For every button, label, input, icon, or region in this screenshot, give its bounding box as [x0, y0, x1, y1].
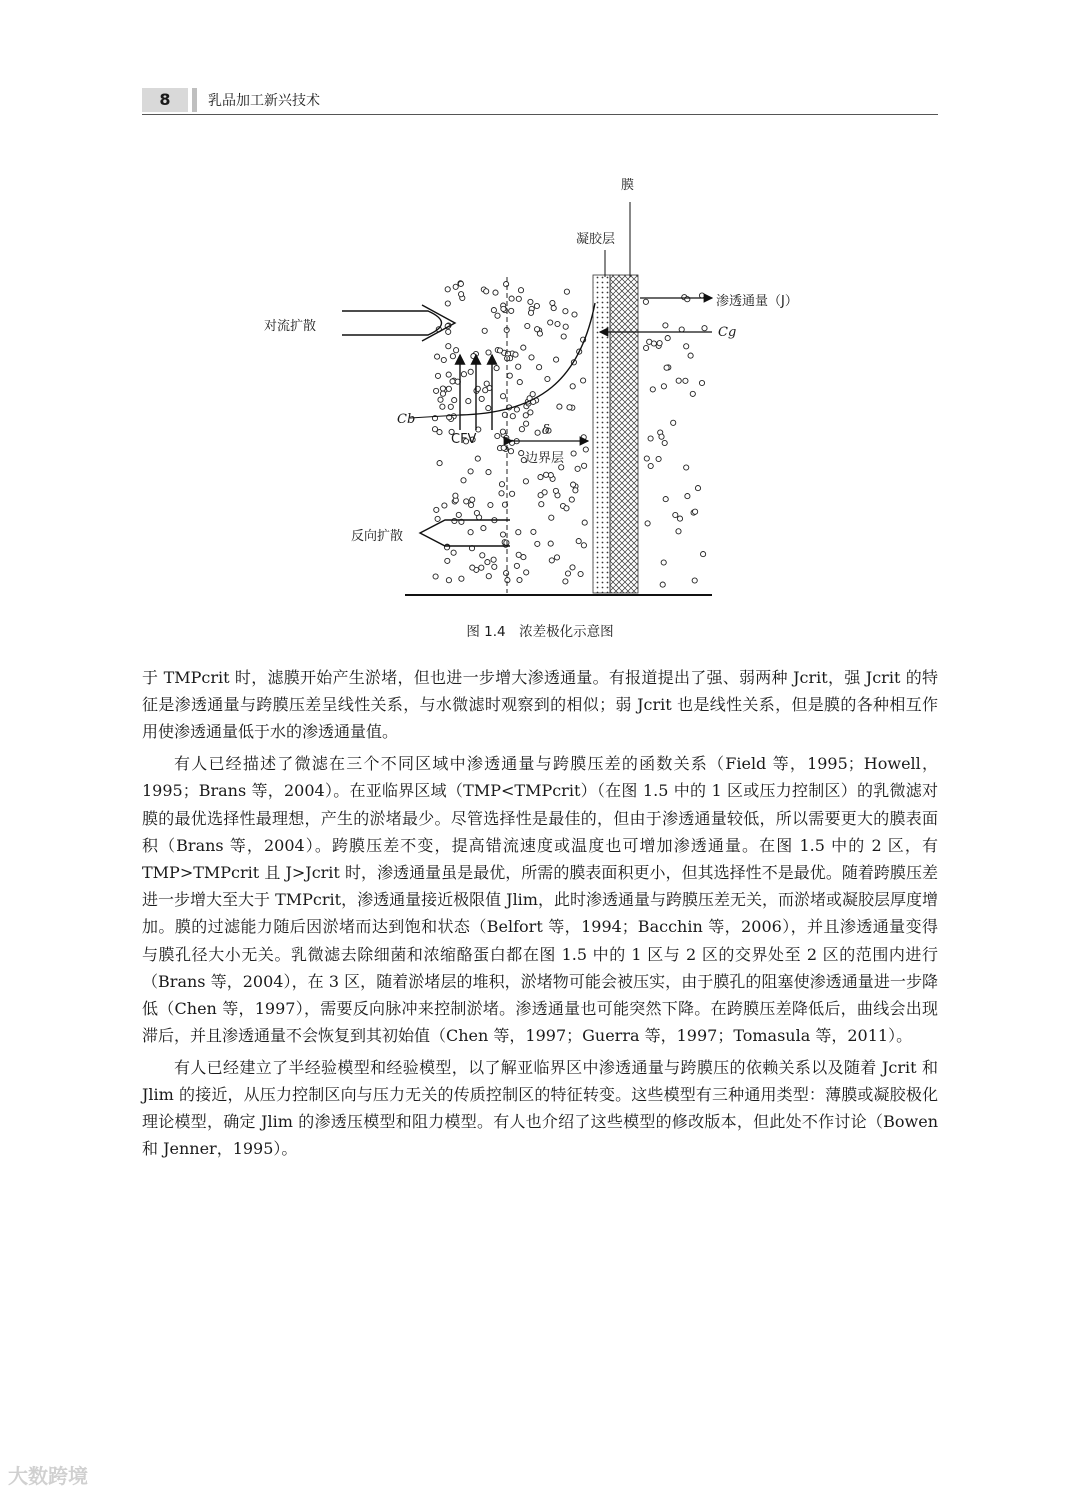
particle [563, 309, 568, 314]
particle [544, 472, 549, 477]
particle [471, 354, 476, 359]
particle [695, 486, 700, 491]
particle [537, 365, 542, 370]
particle [529, 355, 534, 360]
particle [446, 386, 451, 391]
particle [578, 571, 583, 576]
particle [437, 430, 442, 435]
particle [676, 529, 681, 534]
particle [554, 357, 559, 362]
particle [433, 574, 438, 579]
particle [538, 493, 543, 498]
particle [661, 560, 666, 565]
particle [570, 565, 575, 570]
particle [663, 323, 668, 328]
particle [530, 392, 535, 397]
particle [479, 396, 484, 401]
particle [549, 515, 554, 520]
particle [645, 521, 650, 526]
particle [519, 427, 524, 432]
watermark: 大数跨境 [8, 1464, 88, 1488]
particle [662, 440, 667, 445]
particle [565, 571, 570, 576]
particle [535, 541, 540, 546]
particle [575, 466, 580, 471]
particle [468, 469, 473, 474]
page-number: 8 [142, 88, 188, 112]
particle [454, 348, 459, 353]
particle [452, 398, 457, 403]
particle [581, 378, 586, 383]
particle [453, 493, 458, 498]
particle [564, 289, 569, 294]
particle [468, 530, 473, 535]
particle [525, 323, 530, 328]
particle [459, 292, 464, 297]
particle [661, 384, 666, 389]
boundary-layer-label: 边界层 [525, 451, 565, 466]
particle [470, 565, 475, 570]
convective-diffusion-label: 对流扩散 [264, 319, 317, 334]
particle [484, 289, 489, 294]
particle [441, 357, 446, 362]
particle [663, 497, 668, 502]
particle [442, 503, 447, 508]
particle [493, 290, 498, 295]
delta-label: δ [542, 423, 550, 438]
particle [517, 577, 522, 582]
particle [486, 350, 491, 355]
particle [514, 563, 519, 568]
particle [648, 463, 653, 468]
particle [528, 410, 533, 415]
particle [437, 461, 442, 466]
particle [480, 553, 485, 558]
particle [458, 281, 463, 286]
particle [643, 299, 648, 304]
figure-diagram [250, 165, 830, 605]
particle [567, 405, 572, 410]
figure-caption: 图 1.4 浓差极化示意图 [466, 624, 614, 640]
particle [483, 388, 488, 393]
particle [554, 555, 559, 560]
particle [501, 306, 506, 311]
particle [676, 378, 681, 383]
particle [647, 339, 652, 344]
particle [445, 301, 450, 306]
particle [513, 352, 518, 357]
particle [474, 510, 479, 515]
particle [516, 530, 521, 535]
particle [434, 388, 439, 393]
particle [445, 287, 450, 292]
particle [679, 327, 684, 332]
cfv-label: CFV [451, 432, 477, 447]
particle [582, 520, 587, 525]
particle [692, 578, 697, 583]
particle [514, 407, 519, 412]
particle [435, 373, 440, 378]
particle [644, 345, 649, 350]
particle [583, 447, 588, 452]
membrane-band [610, 275, 638, 593]
particle [461, 372, 466, 377]
particle [486, 406, 491, 411]
particle [504, 540, 509, 545]
convective-diffusion-arrow [342, 311, 442, 335]
particle [486, 470, 491, 475]
particle [699, 380, 704, 385]
particle [685, 297, 690, 302]
particle [450, 379, 455, 384]
particle [479, 565, 484, 570]
particle [509, 308, 514, 313]
particle [564, 506, 569, 511]
particle [684, 465, 689, 470]
page-number-bar [192, 88, 197, 112]
permeate-flux-label: 渗透通量（J） [716, 294, 798, 309]
book-title: 乳品加工新兴技术 [208, 93, 320, 109]
particle [516, 364, 521, 369]
particle [531, 529, 536, 534]
particle [650, 387, 655, 392]
particle [534, 303, 539, 308]
particle [492, 564, 497, 569]
particle [507, 373, 512, 378]
cg-label: Cg [718, 325, 737, 340]
gel-layer-label: 凝胶层 [576, 232, 616, 247]
particle [690, 391, 695, 396]
particle [685, 494, 690, 499]
back-diffusion-arrow [420, 520, 510, 546]
particle [435, 354, 440, 359]
particle [518, 288, 523, 293]
page-header [142, 86, 938, 116]
particle [451, 550, 456, 555]
particle [660, 582, 665, 587]
particle [499, 491, 504, 496]
particle [537, 331, 542, 336]
paragraph-2: 有人已经描述了微滤在三个不同区域中渗透通量与跨膜压差的函数关系（Field 等，1995；Howell，1995；Brans 等，2004）。在亚临界区域（TMP<TMPcrit）（在图 1.5 中的 1 区或压力控制区）的乳微滤对膜的最优选择性最理想，产生的淤堵最少。尽管选择性是最佳的，但由于渗透通量较低，所以需要更大的膜表面积（Brans 等，2004）。跨膜压差不变，提高错流速度或温度也可增加渗透通量。在图 1.5 中的 2 区，有 TMP>TMPcrit 且 J>Jcrit 时，渗透通量虽是最优，所需的膜表面积更小，但其选择性不是最优。随着跨膜压差进一步增大至大于 TMPcrit，渗透通量接近极限值 Jlim，此时渗透通量与跨膜压差无关，而淤堵或凝胶层厚度增加。膜的过滤能力随后因淤堵而达到饱和状态（Belfort 等，1994；Bacchin 等，2006），并且渗透通量变得与膜孔径大小无关。乳微滤去除细菌和浓缩酪蛋白都在图 1.5 中的 1 区与 2 区的交界处至 2 区的范围内进行（Brans 等，2004），在 3 区，随着淤堵层的堆积，淤堵物可能会被压实，由于膜孔的阻塞使渗透通量进一步降低（Chen 等，1997），需要反向脉冲来控制淤堵。渗透通量也可能突然下降。在跨膜压差降低后，曲线会出现滞后，并且渗透通量不会恢复到其初始值（Chen 等，1997；Guerra 等，1997；Tomasula 等，2011）。 [142, 754, 938, 1046]
particle [693, 509, 698, 514]
membrane-label: 膜 [621, 178, 635, 193]
particle [561, 334, 566, 339]
particle [702, 326, 707, 331]
particle [500, 429, 505, 434]
particle [438, 397, 443, 402]
particle [448, 404, 453, 409]
particle [581, 435, 586, 440]
particle [504, 571, 509, 576]
particle [466, 399, 471, 404]
particle [509, 296, 514, 301]
particle [446, 578, 451, 583]
particle [648, 436, 653, 441]
particle [555, 321, 560, 326]
gel-layer-band [593, 275, 610, 593]
particle [445, 558, 450, 563]
particle [535, 430, 540, 435]
particle [523, 479, 528, 484]
particle [539, 502, 544, 507]
particle [551, 306, 556, 311]
body-text [142, 664, 938, 1167]
particle [516, 296, 521, 301]
particle [571, 451, 576, 456]
particle [519, 451, 524, 456]
particle [548, 541, 553, 546]
particle [440, 386, 445, 391]
particle [500, 532, 505, 537]
particle [456, 512, 461, 517]
particle [570, 384, 575, 389]
particle [452, 518, 457, 523]
particle [521, 555, 526, 560]
particle [677, 516, 682, 521]
particle [563, 579, 568, 584]
particle [557, 404, 562, 409]
particle [673, 512, 678, 517]
particle [434, 507, 439, 512]
particle [510, 491, 515, 496]
particle [664, 365, 669, 370]
particle [545, 376, 550, 381]
particle [485, 560, 490, 565]
particle [684, 344, 689, 349]
particle [524, 421, 529, 426]
particle [446, 329, 451, 334]
particle [486, 574, 491, 579]
back-diffusion-label: 反向扩散 [351, 529, 404, 544]
particle [435, 516, 440, 521]
paragraph-1: 于 TMPcrit 时，滤膜开始产生淤堵，但也进一步增大渗透通量。有报道提出了强、弱两种 Jcrit，强 Jcrit 的特征是渗透通量与跨膜压差呈线性关系，与水微滤时观察到的相似；弱 Jcrit 也是线性关系，但是膜的各种相互作用使渗透通量低于水的渗透通量值。 [142, 668, 938, 742]
particle [481, 526, 486, 531]
particle [446, 344, 451, 349]
particle [656, 456, 661, 461]
particle [510, 414, 515, 419]
particle [538, 475, 543, 480]
particle [576, 539, 581, 544]
particle [461, 478, 466, 483]
particle [659, 434, 664, 439]
particle [469, 502, 474, 507]
particle [504, 435, 509, 440]
particle [573, 488, 578, 493]
particle [524, 570, 529, 575]
particle [504, 282, 509, 287]
particle [488, 502, 493, 507]
particle [528, 310, 533, 315]
particle [501, 394, 506, 399]
particle [657, 341, 662, 346]
particle [572, 312, 577, 317]
particle [499, 482, 504, 487]
particle [550, 300, 555, 305]
particle [491, 308, 496, 313]
concentration-polarization-figure [250, 165, 830, 605]
particle [446, 372, 451, 377]
particle [644, 456, 649, 461]
particle [494, 366, 499, 371]
particle [495, 433, 500, 438]
particle [581, 543, 586, 548]
particle [484, 381, 489, 386]
particle [440, 391, 445, 396]
particle [491, 557, 496, 562]
particle [553, 488, 558, 493]
particle [521, 345, 526, 350]
particle [571, 482, 576, 487]
paragraph-3: 有人已经建立了半经验模型和经验模型，以了解亚临界区中渗透通量与跨膜压的依赖关系以及随着 Jcrit 和 Jlim 的接近，从压力控制区向与压力无关的传质控制区的特征转变。这些模型有三种通用类型：薄膜或凝胶极化理论模型，确定 Jlim 的渗透压模型和阻力模型。有人也介绍了这些模型的修改版本，但此处不作讨论（Bowen 和 Jenner，1995）。 [142, 1057, 938, 1159]
particle [548, 320, 553, 325]
particle [569, 497, 574, 502]
particle [482, 328, 487, 333]
particle [517, 380, 522, 385]
particle [688, 353, 693, 358]
particle [440, 404, 445, 409]
particle [495, 313, 500, 318]
particle [459, 576, 464, 581]
particle [701, 552, 706, 557]
particle [497, 348, 502, 353]
particle [450, 354, 455, 359]
particle [468, 369, 473, 374]
particle [475, 456, 480, 461]
particle [508, 449, 513, 454]
particle [549, 558, 554, 563]
particle [699, 293, 704, 298]
cb-label: Cb [397, 412, 416, 427]
particle [671, 420, 676, 425]
header-rule [142, 114, 938, 115]
particle [665, 336, 670, 341]
particle [582, 463, 587, 468]
particle [464, 499, 469, 504]
particle [501, 445, 506, 450]
particle [563, 324, 568, 329]
particle [528, 299, 533, 304]
particle [453, 284, 458, 289]
particle [683, 378, 688, 383]
particle [470, 497, 475, 502]
